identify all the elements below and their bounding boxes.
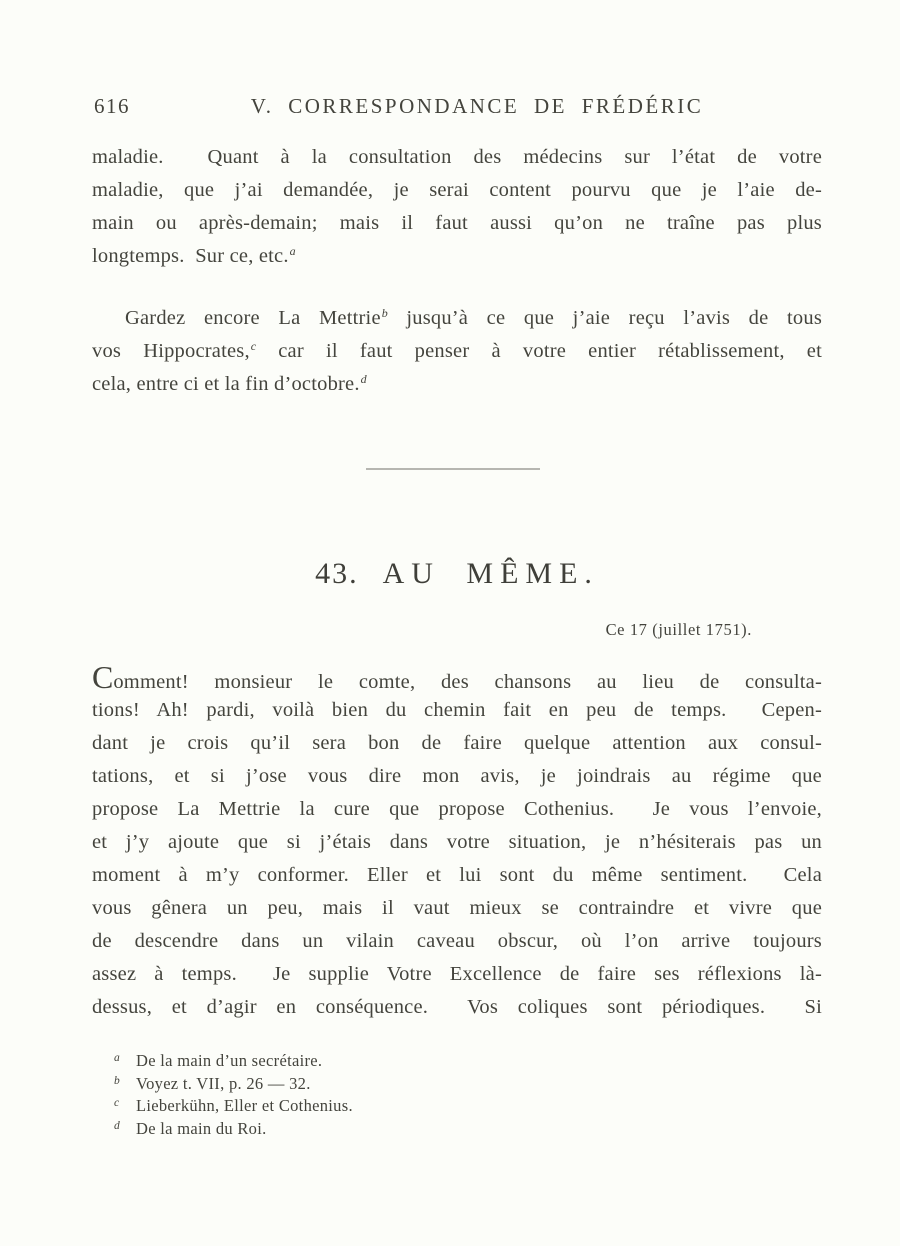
text-line [92, 302, 822, 335]
text-fragment: car il faut penser à votre entier rétablissement, et [256, 340, 822, 362]
letter-42-paragraph-1 [92, 141, 822, 273]
footnote-text: Voyez t. VII, p. 26 — 32. [136, 1073, 311, 1093]
text-line: tions! Ah! pardi, voilà bien du chemin fait en peu de temps. Cepen- [92, 699, 822, 721]
footnote-a: $^a$ De la main d’un secrétaire. [114, 1051, 323, 1070]
text-fragment: vos Hippocrates, [92, 340, 250, 362]
text-fragment: longtemps. Sur ce, etc. [92, 245, 289, 267]
footnote-b: $^b$ Voyez t. VII, p. 26 — 32. [114, 1073, 311, 1093]
footnote-ref-d: d [360, 372, 367, 386]
footnotes [114, 1050, 754, 1140]
footnote-ref-b: b [381, 306, 388, 320]
text-fragment: omment! monsieur le comte, des chansons au lieu de consulta- [113, 671, 822, 693]
section-divider [366, 468, 540, 470]
drop-initial: C [92, 661, 114, 694]
text-line: propose La Mettrie la cure que propose Cothenius. Je vous l’envoie, [92, 798, 822, 820]
letter-heading [92, 557, 822, 591]
text-line: moment à m’y conformer. Eller et lui sont du même sentiment. Cela [92, 864, 822, 886]
text-line: dessus, et d’agir en conséquence. Vos coliques sont périodiques. Si [92, 996, 822, 1018]
text-fragment: jusqu’à ce que j’aie reçu l’avis de tous [387, 307, 822, 329]
text-line: main ou après-demain; mais il faut aussi qu’on ne traîne pas plus [92, 212, 822, 234]
text-fragment: Gardez encore La Mettrie [125, 307, 381, 329]
letter-42-paragraph-2 [92, 302, 822, 401]
footnote-ref-c: c [250, 339, 257, 353]
text-line [92, 661, 822, 694]
footnote-text: Lieberkühn, Eller et Cothenius. [136, 1096, 353, 1115]
footnote-d: $^d$ De la main du Roi. [114, 1118, 267, 1138]
text-fragment: cela, entre ci et la fin d’octobre. [92, 373, 360, 395]
text-line: tations, et si j’ose vous dire mon avis, je joindrais au régime que [92, 765, 822, 787]
letter-43-paragraph-1 [92, 661, 822, 1024]
text-line: de descendre dans un vilain caveau obscur, où l’on arrive toujours [92, 930, 822, 952]
footnote-ref-a: a [289, 244, 296, 258]
page-header [92, 92, 822, 120]
text-line: maladie, que j’ai demandée, je serai content pourvu que je l’aie de- [92, 179, 822, 201]
page-number: 616 [94, 94, 130, 118]
text-line: vous gênera un peu, mais il vaut mieux se contraindre et vivre que [92, 897, 822, 919]
text-line: dant je crois qu’il sera bon de faire quelque attention aux consul- [92, 732, 822, 754]
text-line [92, 240, 822, 273]
footnote-c: $^c$ Lieberkühn, Eller et Cothenius. [114, 1096, 353, 1115]
text-line [92, 335, 822, 368]
running-title: V. CORRESPONDANCE DE FRÉDÉRIC [250, 94, 704, 118]
text-line: assez à temps. Je supplie Votre Excellence de faire ses réflexions là- [92, 963, 822, 985]
footnote-text: De la main du Roi. [136, 1118, 267, 1138]
footnote-text: De la main d’un secrétaire. [136, 1051, 323, 1070]
text-line: maladie. Quant à la consultation des médecins sur l’état de votre [92, 146, 822, 168]
text-line [92, 368, 822, 401]
letter-number: 43. [315, 557, 359, 590]
letter-title: AU MÊME. [382, 557, 599, 590]
dateline: Ce 17 (juillet 1751). [605, 620, 752, 639]
text-line: et j’y ajoute que si j’étais dans votre situation, je n’hésiterais pas un [92, 831, 822, 853]
